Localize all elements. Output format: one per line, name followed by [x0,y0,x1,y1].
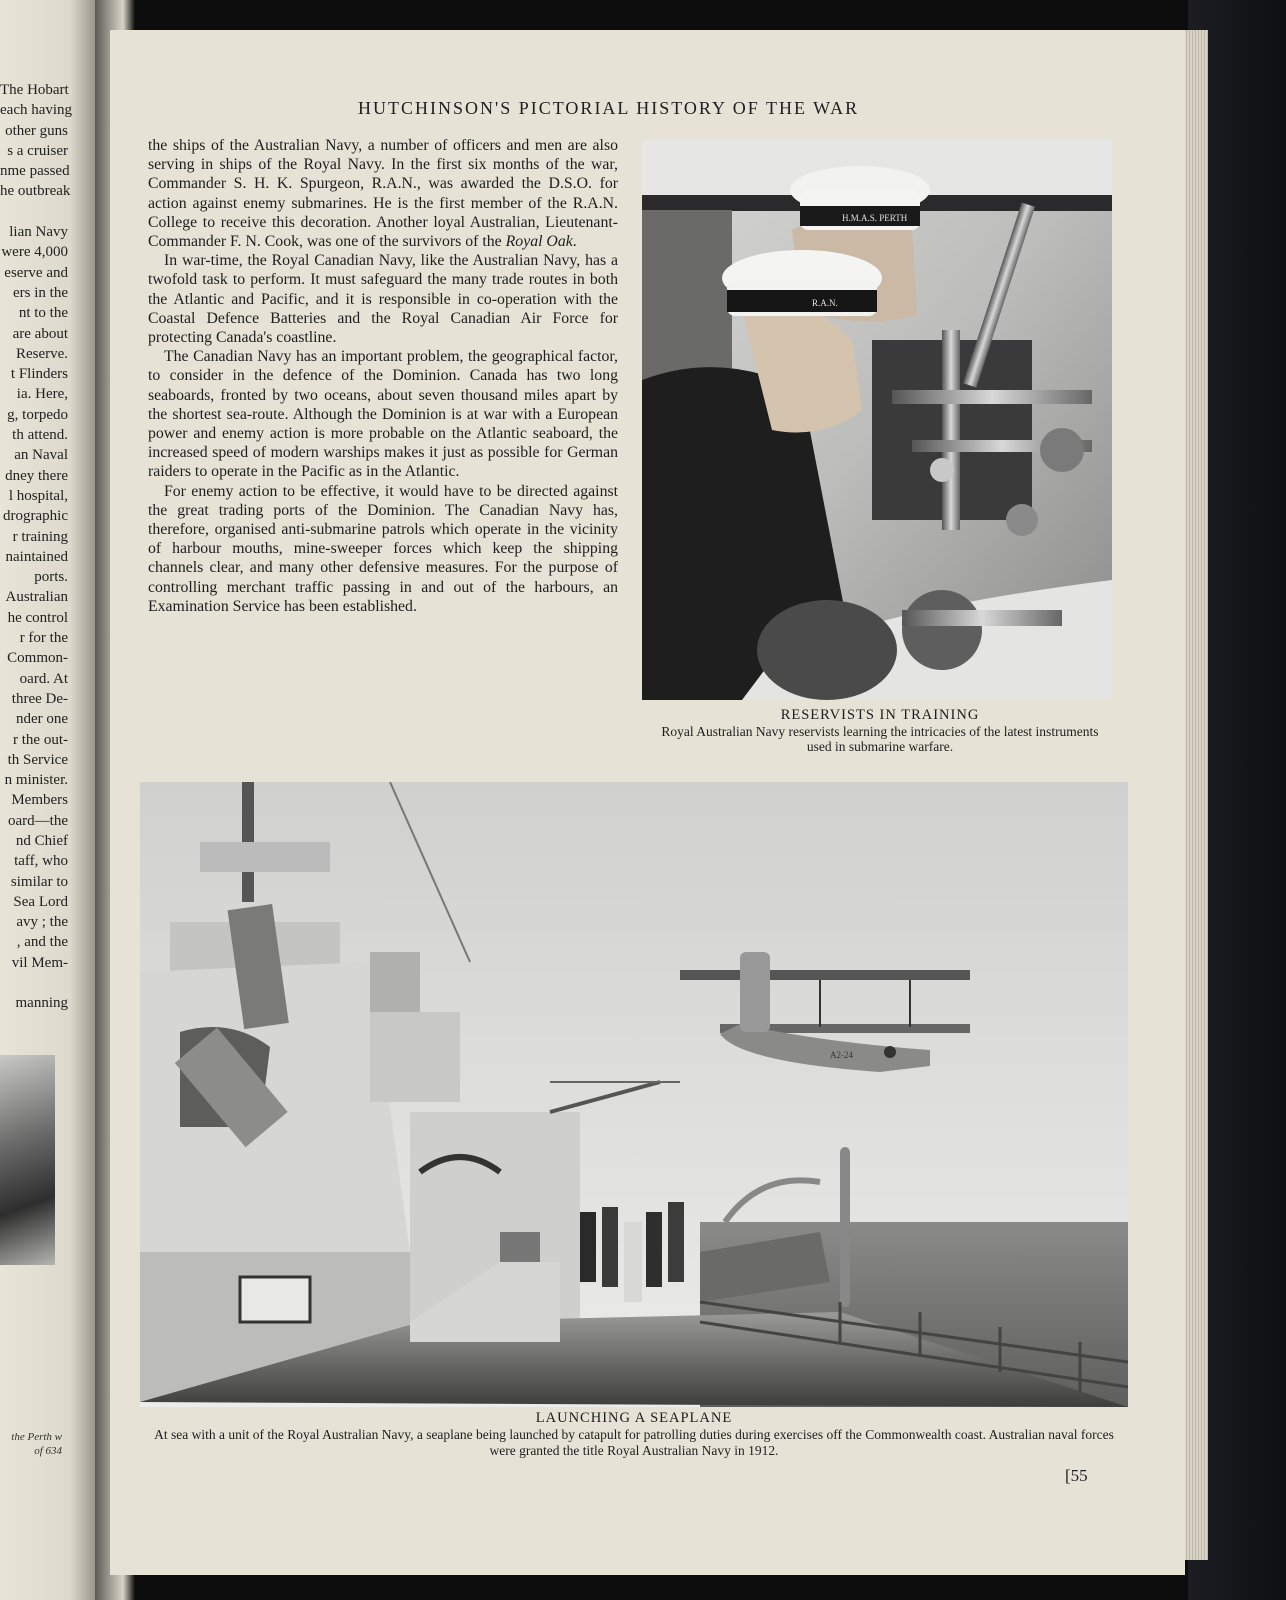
previous-page-line: lian Navy [9,224,68,241]
previous-page-line: Australian [5,589,68,606]
previous-page-line: s a cruiser [7,142,68,159]
previous-page-line: vil Mem- [11,954,68,971]
previous-page-line: dney there [5,467,68,484]
previous-page-text [0,80,73,1014]
previous-page-line: nder one [15,711,68,728]
seaplane-caption-text: At sea with a unit of the Royal Australian Navy, a seaplane being launched by catapult for patrolling duties during exercises off the Commonwealth coast. Australian naval forces were granted the title Royal Australian Navy in 1912. [154,1427,1114,1458]
seaplane-photo [140,782,1128,1407]
previous-page-line: r the out- [13,731,68,748]
paragraph-4: For enemy action to be effective, it would have to be directed against the great trading ports of the Dominion. The Canadian Navy has, therefore, organised anti-submarine patrols which operate in the vicinity of harbour mouths, mine-sweeper forces which keep the shipping channels clear, and many other defensive measures. For the purpose of controlling merchant traffic passing in and out of the harbours, an Examination Service has been established. [148,482,618,615]
previous-page-line: an Naval [14,447,68,464]
previous-page-line: Common- [7,650,68,667]
previous-page-line: ia. Here, [16,386,68,403]
cap-badge-perth: H.M.A.S. PERTH [842,213,908,223]
previous-page-line: similar to [10,873,68,890]
previous-page-line: nt to the [18,305,68,322]
previous-page-line: three De- [11,690,68,707]
reservists-caption-text: Royal Australian Navy reservists learning the intricacies of the latest instruments used in submarine warfare. [661,724,1099,754]
paragraph-2: In war-time, the Royal Canadian Navy, like the Australian Navy, has a twofold task to perform. It must safeguard the many trade routes in both the Atlantic and Pacific, and it is responsible in co-operation with the Coastal Defence Batteries and the Royal Canadian Air Force for protecting Canada's coastline. [148,252,618,347]
previous-page-line: oard. At [19,670,68,687]
previous-page-line: other guns [5,122,68,139]
previous-page-line: t Flinders [10,366,68,383]
previous-page-line: r training [12,528,68,545]
previous-page-line: manning [15,995,68,1012]
previous-page-caption: the Perth w of 634 [11,1431,62,1457]
previous-page-line: eserve and [4,264,68,281]
previous-page-line: l hospital, [8,487,68,504]
previous-page-line: r for the [19,630,68,647]
paragraph-3: The Canadian Navy has an important problem, the geographical factor, to consider in the defence of the Dominion. Canada has two long seaboards, fronted by two oceans, about seven thousand miles apart by the shortest sea-route. Although the Dominion is at war with a European power and enemy action is more probable on the Atlantic seaboard, the increased speed of modern warships makes it just as possible for German raiders to operate in the Pacific as in the Atlantic. [148,348,618,481]
article-body [148,136,618,616]
previous-page-line: nme passed [0,163,70,180]
previous-page-line: The Hobart [0,82,69,98]
previous-page-line: n minister. [4,772,68,789]
previous-page-line: ports. [34,569,68,586]
previous-page-line: th Service [7,751,68,768]
cap-badge-ran: R.A.N. [812,298,838,308]
running-header: HUTCHINSON'S PICTORIAL HISTORY OF THE WAR [358,98,860,118]
previous-page-line: taff, who [14,853,68,870]
previous-page-line: each having [0,102,73,119]
reservists-caption-title: RESERVISTS IN TRAINING [780,707,980,723]
previous-page-line: th attend. [12,427,68,444]
previous-page-line: are about [12,325,68,342]
page-number: [55 [1065,1466,1088,1485]
previous-page-line: ers in the [13,284,68,301]
previous-page-line: were 4,000 [1,244,68,261]
seaplane-marking: A2-24 [830,1050,853,1060]
reservists-photo [642,140,1112,700]
previous-page-line: Members [11,792,68,809]
previous-page-line: naintained [5,548,68,565]
seaplane-caption-title: LAUNCHING A SEAPLANE [535,1410,733,1426]
previous-page [0,0,100,1600]
previous-page-line: avy ; the [16,914,68,931]
previous-page-line: drographic [3,508,68,525]
previous-page-photo [0,1055,55,1265]
previous-page-line: he control [7,609,68,626]
previous-page-line: , and the [16,934,68,951]
previous-page-line: g, torpedo [7,406,68,423]
previous-page-line [0,202,68,222]
previous-page-line: he outbreak [0,183,71,200]
paragraph-1: the ships of the Australian Navy, a number of officers and men are also serving in ships of the Royal Navy. In the first six months of the war, Commander S. H. K. Spurgeon, R.A.N., was awarded the D.S.O. for action against enemy submarines. He is the first member of the R.A.N. College to receive this decoration. Another loyal Australian, Lieutenant-Commander F. N. Cook, was one of the survivors of the Royal Oak. [148,137,618,251]
previous-page-line [0,973,68,993]
previous-page-line: oard—the [8,812,68,829]
previous-page-line: nd Chief [15,832,68,849]
previous-page-line: Reserve. [15,345,68,362]
previous-page-line: Sea Lord [13,893,68,910]
